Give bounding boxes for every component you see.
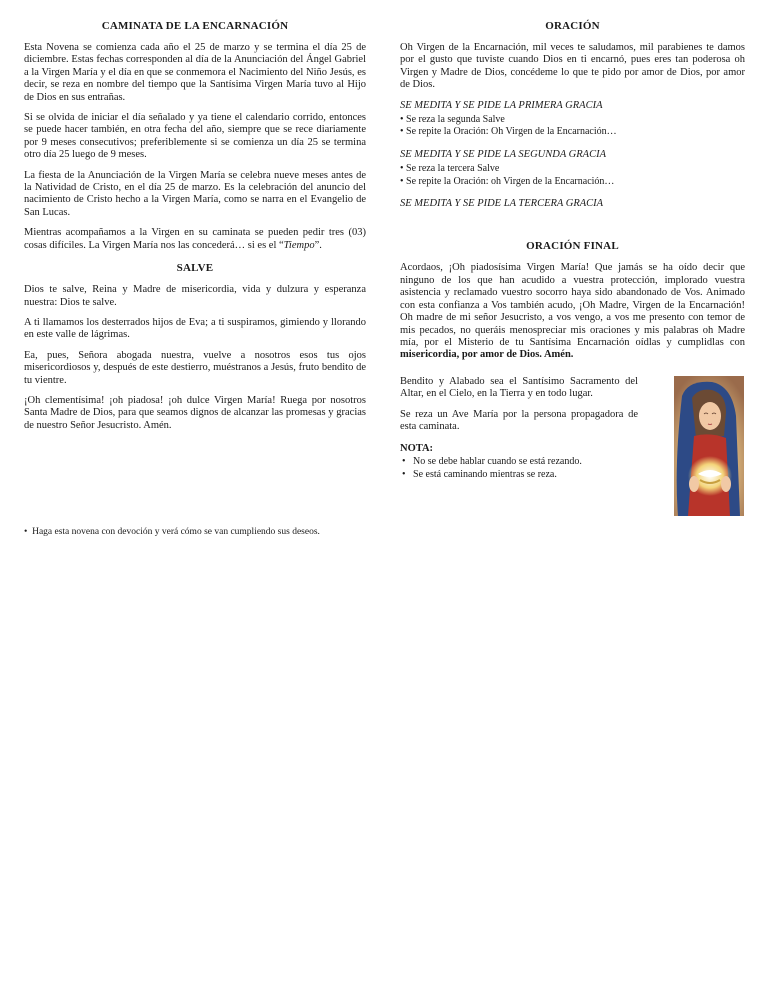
salve-paragraph-4: ¡Oh clementísima! ¡oh piadosa! ¡oh dulce Virgen María! Ruega por nosotros Santa Madre de Dios, para que seamos dignos de alcanzar las promesas y gracias de nuestro Señor Jesucristo. Amén. bbox=[24, 394, 366, 431]
intention-paragraph bbox=[24, 227, 366, 252]
salve-paragraph-2: A ti llamamos los desterrados hijos de Eva; a ti suspiramos, gimiendo y llorando en este valle de lágrimas. bbox=[24, 316, 366, 341]
salve-title: SALVE bbox=[176, 262, 214, 275]
nota-title: NOTA: bbox=[400, 443, 434, 455]
intro-paragraph-1: Esta Novena se comienza cada año el 25 de marzo y se termina el día 25 de diciembre. Estas fechas corresponden al día de la Anunciación del Ángel Gabriel a la Virgen María y el día en que se conmemora el Nacimiento del Niño Jesús, es decir, se reza en nombre del tiempo que la Santísima Virgen María tuvo al Hijo de Dios en sus entrañas. bbox=[24, 42, 366, 103]
final-text-block bbox=[400, 376, 638, 482]
bendito-text: Bendito y Alabado sea el Santísimo Sacramento del Altar, en el Cielo, en la Tierra y en todo lugar. bbox=[400, 375, 638, 400]
prayer-title: ORACIÓN bbox=[545, 20, 600, 32]
salve-paragraph-1: Dios te salve, Reina y Madre de misericordia, vida y dulzura y esperanza nuestra: Dios te salve. bbox=[24, 284, 366, 308]
intention-text: Mientras acompañamos a la Virgen en su caminata se pueden pedir tres (03) cosas difíciles. La Virgen María nos las concederá… si es el “ bbox=[24, 227, 366, 251]
salve-paragraph-3: Ea, pues, Señora abogada nuestra, vuelve a nosotros esos tus ojos misericordiosos y, después de este destierro, muéstranos a Jesús, fruto bendito de tu vientre. bbox=[24, 349, 366, 386]
virgin-mary-image bbox=[674, 376, 744, 516]
list-item: • Se repite la Oración: oh Virgen de la Encarnación… bbox=[400, 176, 745, 188]
intention-end: ”. bbox=[314, 239, 322, 251]
intro-paragraph-2: Si se olvida de iniciar el día señalado y ya tiene el calendario corrido, entonces se puede hacer también, en otra fecha del año, siempre que se rece diariamente por 9 meses consecutivos; preferiblemente si se comienza un día 25 se termina otro día 25 luego de 9 meses. bbox=[24, 112, 366, 161]
prayer-text: Oh Virgen de la Encarnación, mil veces te saludamos, mil parabienes te damos por el gusto que tuviste cuando Dios en ti encarnó, pues eres tan poderosa oh Virgen y Madre de Dios, concédeme lo que te pido por amor de Dios, por amor de Dios. bbox=[400, 42, 745, 91]
final-prayer-bold: misericordia, por amor de Dios. Amén. bbox=[400, 349, 574, 361]
nota-list bbox=[400, 455, 638, 481]
list-item: • Se reza la tercera Salve bbox=[400, 163, 745, 175]
grace-3-title: SE MEDITA Y SE PIDE LA TERCERA GRACIA bbox=[400, 198, 604, 210]
grace-1-title: SE MEDITA Y SE PIDE LA PRIMERA GRACIA bbox=[400, 99, 603, 111]
final-prayer-text bbox=[400, 262, 745, 361]
final-prayer-title: ORACIÓN FINAL bbox=[526, 240, 619, 253]
list-item: • Se reza la segunda Salve bbox=[400, 114, 745, 126]
grace-2-list bbox=[400, 163, 745, 188]
final-prayer-body: Acordaos, ¡Oh piadosísima Virgen María! Que jamás se ha oído decir que ninguno de los que han acudido a vuestra protección, implorado vuestra asistencia y reclamado vuestro socorro haya sido abandonado de Vos. Animado con esta confianza a Vos también acudo, ¡Oh Madre, Virgen de la Encarnación! Oh madre de mi señor Jesucristo, a vos vengo, a vos me presento con temor de mis pecados, no queráis menospreciar mis oraciones y mis palabras oh Madre mía, por el Misterio de tu Santísima Encarnación oídlas y cumplidlas con bbox=[400, 262, 745, 348]
list-item: • Se está caminando mientras se reza. bbox=[400, 468, 638, 481]
page-title: CAMINATA DE LA ENCARNACIÓN bbox=[101, 20, 289, 32]
intention-italic: Tiempo bbox=[283, 239, 315, 251]
intro-paragraph-3: La fiesta de la Anunciación de la Virgen María se celebra nueve meses antes de la Natividad de Cristo, en el día 25 de marzo. Es la celebración del anuncio del nacimiento de Cristo hecho a la Virgen María, como se narra en el Evangelio de San Lucas. bbox=[24, 169, 366, 218]
ave-text: Se reza un Ave María por la persona propagadora de esta caminata. bbox=[400, 408, 638, 432]
left-column bbox=[24, 20, 366, 440]
final-section bbox=[400, 376, 745, 482]
grace-2-title: SE MEDITA Y SE PIDE LA SEGUNDA GRACIA bbox=[400, 148, 607, 160]
list-item: • No se debe hablar cuando se está rezando. bbox=[400, 455, 638, 468]
right-column bbox=[400, 20, 745, 481]
list-item: • Se repite la Oración: Oh Virgen de la Encarnación… bbox=[400, 126, 745, 138]
grace-1-list bbox=[400, 114, 745, 139]
bottom-note: • Haga esta novena con devoción y verá cómo se van cumpliendo sus deseos. bbox=[24, 527, 320, 537]
